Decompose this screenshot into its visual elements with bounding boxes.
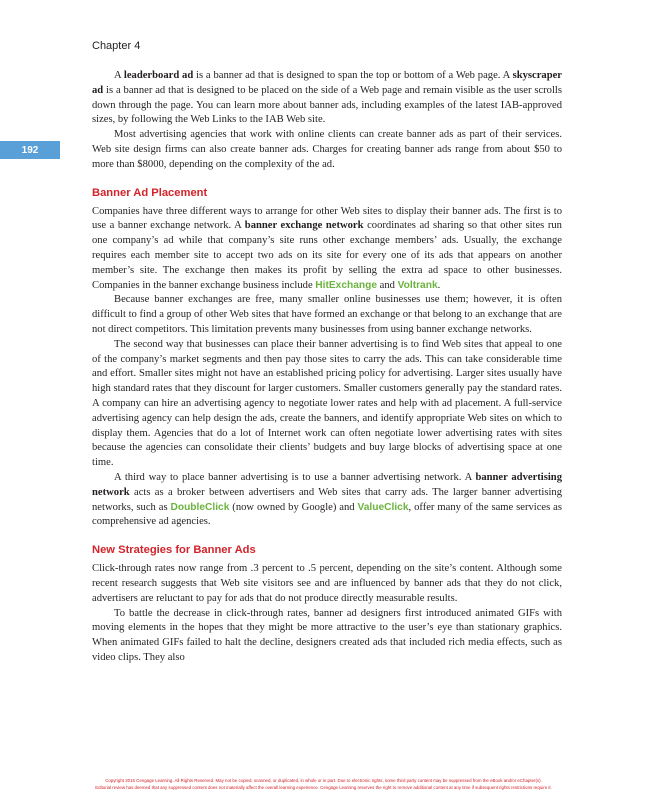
term-leaderboard-ad: leaderboard ad xyxy=(123,70,194,81)
text-run: , offer many of the same services as comprehensive ad agencies. xyxy=(92,501,562,528)
copyright-line-1: Copyright 2015 Cengage Learning. All Rights Reserved. May not be copied, scanned, or duplicated, in whole or in part. Due to electronic rights, some third party content may be suppressed from the eBook and/or eChapter(s). xyxy=(105,778,542,783)
term-banner-advertising-network: banner advertising network xyxy=(92,471,562,498)
link-valueclick[interactable]: ValueClick xyxy=(357,501,409,513)
paragraph-animated-gifs: To battle the decrease in click-through rates, banner ad designers first introduced animated GIFs with moving elements in the hopes that they might be more attractive to the user’s eye than stationary graphics. When animated GIFs failed to halt the decline, designers created ads that included rich media effects, such as video clips. They also xyxy=(92,607,562,663)
paragraph-agencies: Most advertising agencies that work with online clients can create banner ads as part of their services. Web site design firms can also create banner ads. Charges for creating banner ads range from about $50 to more than $8000, depending on the complexity of the ad. xyxy=(92,129,562,170)
heading-new-strategies: New Strategies for Banner Ads xyxy=(92,544,256,557)
text-run: and xyxy=(377,279,398,291)
text-run: coordinates ad sharing so that other sites run one company’s ad while that company’s site runs other exchange members’ ads. Usually, the exchange requires each member site to accept two ads on its site for every one of its ads that appears on another member’s site. The exchange then makes its profit by selling the extra ad space to other businesses. Companies in the banner exchange business include xyxy=(92,220,562,291)
link-hitexchange[interactable]: HitExchange xyxy=(315,279,378,291)
term-banner-exchange-network: banner exchange network xyxy=(244,220,364,232)
heading-banner-ad-placement: Banner Ad Placement xyxy=(92,186,208,199)
text-run: (now owned by Google) and xyxy=(229,501,358,513)
body-text xyxy=(92,69,562,666)
paragraph-ad-types xyxy=(92,69,562,128)
copyright-footer xyxy=(0,777,647,791)
paragraph-third-way xyxy=(92,471,562,530)
copyright-line-2: Editorial review has deemed that any suppressed content does not materially affect the overall learning experience. Cengage Learning reserves the right to remove additional content at any time if subsequent rights restrictions require it. xyxy=(95,785,552,790)
text-run: A xyxy=(114,70,124,81)
text-run: Companies have three different ways to arrange for other Web sites to display their banner ads. The first is to use a banner exchange network. A xyxy=(92,205,562,232)
text-run: is a banner ad that is designed to be placed on the side of a Web page and remain visible as the user scrolls down through the page. You can learn more about banner ads, including examples of the latest IAB-approved sizes, by following the Web Links to the IAB Web site. xyxy=(92,84,562,126)
paragraph-free-exchanges: Because banner exchanges are free, many smaller online businesses use them; however, it is often difficult to find a group of other Web sites that have formed an exchange or that belong to an exchange that are not direct competitors. This limitation prevents many businesses from using banner exchange networks. xyxy=(92,294,562,335)
text-run: . xyxy=(437,279,441,291)
chapter-label: Chapter 4 xyxy=(92,40,141,52)
link-doubleclick[interactable]: DoubleClick xyxy=(170,501,230,513)
link-voltrank[interactable]: Voltrank xyxy=(397,279,438,291)
term-skyscraper-ad: skyscraper ad xyxy=(92,70,563,96)
text-run: is a banner ad that is designed to span the top or bottom of a Web page. A xyxy=(193,70,513,81)
page-number: 192 xyxy=(21,144,39,156)
page-number-tab xyxy=(0,141,60,159)
text-run: A third way to place banner advertising is to use a banner advertising network. A xyxy=(114,471,476,483)
text-run: acts as a broker between advertisers and Web sites that carry ads. The larger banner advertising networks, such as xyxy=(92,486,562,513)
paragraph-click-through-rates: Click-through rates now range from .3 percent to .5 percent, depending on the site’s content. Although some recent research suggests that Web site visitors see and are influenced by banner ads that they do not click, advertisers are reluctant to pay for ads that do not produce directly measurable results. xyxy=(92,563,562,604)
paragraph-exchange-network xyxy=(92,205,562,294)
paragraph-second-way: The second way that businesses can place their banner advertising is to find Web sites that appeal to one of the company’s market segments and then pay those sites to carry the ads. This can take considerable time and effort. Smaller sites might not have an established pricing policy for advertising. Larger sites usually have high standard rates that they discount for larger customers. Smaller customers generally pay the standard rates. A company can hire an advertising agency to negotiate lower rates and help with ad placement. A full-service advertising agency can help design the ads, create the banners, and identify appropriate Web sites on which to display them. Agencies that do a lot of Internet work can often negotiate lower advertising rates with sites because the agencies can consolidate their clients’ budgets and buy large blocks of advertising space at one time. xyxy=(92,338,562,469)
